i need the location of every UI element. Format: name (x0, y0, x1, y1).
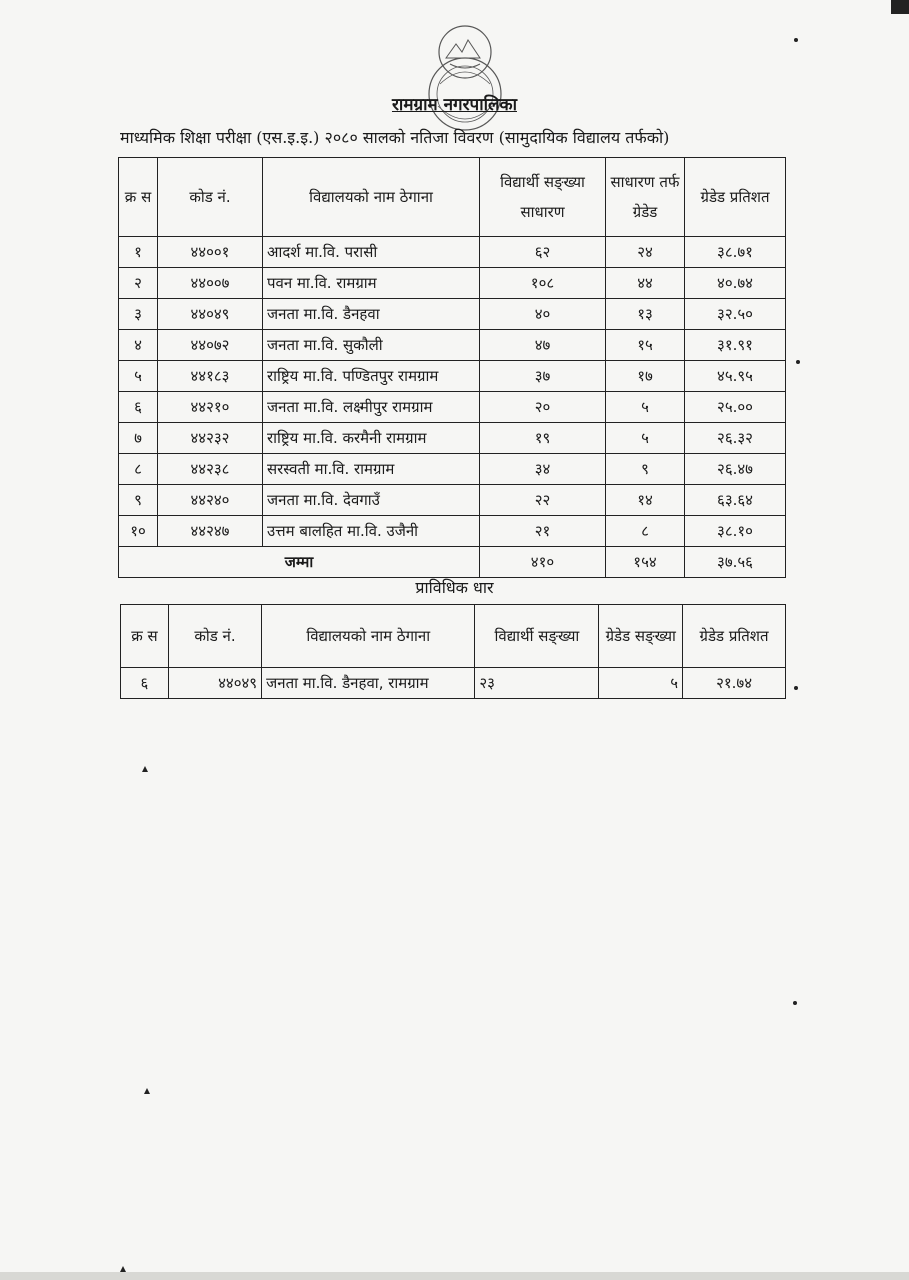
cell-code: ४४२४० (158, 485, 263, 516)
table-row (119, 423, 786, 454)
cell-sn: ३ (119, 299, 158, 330)
cell-school-name: जनता मा.वि. देवगाउँ (263, 485, 480, 516)
header-students: विद्यार्थी सङ्ख्या साधारण (480, 158, 606, 237)
cell-graded: ९ (606, 454, 685, 485)
cell-sn: १० (119, 516, 158, 547)
cell-graded: ८ (606, 516, 685, 547)
cell-percent: ४५.९५ (685, 361, 786, 392)
cell-students: १९ (480, 423, 606, 454)
cell-school-name: सरस्वती मा.वि. रामग्राम (263, 454, 480, 485)
cell-graded: ५ (606, 392, 685, 423)
cell-graded: २४ (606, 237, 685, 268)
cell-code: ४४०७२ (158, 330, 263, 361)
cell-sn: ६ (119, 392, 158, 423)
cell-sn: २ (119, 268, 158, 299)
header-code: कोड नं. (168, 605, 261, 668)
cell-percent: ३२.५० (685, 299, 786, 330)
cell-school-name: पवन मा.वि. रामग्राम (263, 268, 480, 299)
header-school-name: विद्यालयको नाम ठेगाना (262, 605, 475, 668)
cell-graded: ५ (599, 668, 683, 699)
cell-sn: ४ (119, 330, 158, 361)
table-row (119, 516, 786, 547)
cell-school-name: आदर्श मा.वि. परासी (263, 237, 480, 268)
cell-school-name: जनता मा.वि. लक्ष्मीपुर रामग्राम (263, 392, 480, 423)
cell-sn: ६ (121, 668, 169, 699)
cell-sn: १ (119, 237, 158, 268)
cell-school-name: जनता मा.वि. सुकौली (263, 330, 480, 361)
cell-graded: ५ (606, 423, 685, 454)
cell-graded: १४ (606, 485, 685, 516)
total-percent: ३७.५६ (685, 547, 786, 578)
report-subtitle: माध्यमिक शिक्षा परीक्षा (एस.इ.इ.) २०८० सालको नतिजा विवरण (सामुदायिक विद्यालय तर्फको) (120, 128, 670, 147)
cell-percent: २६.४७ (685, 454, 786, 485)
community-school-results-table (118, 157, 786, 578)
page-edge (0, 1272, 909, 1280)
header-code: कोड नं. (158, 158, 263, 237)
cell-sn: ७ (119, 423, 158, 454)
cell-code: ४४२४७ (158, 516, 263, 547)
cell-students: ३७ (480, 361, 606, 392)
margin-mark (144, 1088, 150, 1094)
table-row (119, 330, 786, 361)
header-school-name: विद्यालयको नाम ठेगाना (263, 158, 480, 237)
header-graded: ग्रेडेड सङ्ख्या (599, 605, 683, 668)
cell-percent: २१.७४ (683, 668, 786, 699)
total-row (119, 547, 786, 578)
table-header-row (119, 158, 786, 237)
cell-students: २२ (480, 485, 606, 516)
cell-graded: १३ (606, 299, 685, 330)
header-students: विद्यार्थी सङ्ख्या (475, 605, 599, 668)
cell-percent: ३८.७१ (685, 237, 786, 268)
margin-mark (142, 766, 148, 772)
cell-graded: १५ (606, 330, 685, 361)
cell-sn: ८ (119, 454, 158, 485)
cell-school-name: जनता मा.वि. डैनहवा, रामग्राम (262, 668, 475, 699)
cell-graded: १७ (606, 361, 685, 392)
table-row (119, 361, 786, 392)
cell-percent: ४०.७४ (685, 268, 786, 299)
header-graded: साधारण तर्फ ग्रेडेड (606, 158, 685, 237)
cell-school-name: जनता मा.वि. डैनहवा (263, 299, 480, 330)
cell-students: ४० (480, 299, 606, 330)
cell-school-name: राष्ट्रिय मा.वि. करमैनी रामग्राम (263, 423, 480, 454)
margin-dot (794, 686, 798, 690)
technical-stream-table (120, 604, 786, 699)
cell-percent: ३८.१० (685, 516, 786, 547)
cell-graded: ४४ (606, 268, 685, 299)
cell-students: २१ (480, 516, 606, 547)
cell-code: ४४१८३ (158, 361, 263, 392)
cell-code: ४४००७ (158, 268, 263, 299)
cell-percent: २६.३२ (685, 423, 786, 454)
technical-stream-heading: प्राविधिक धार (415, 578, 494, 597)
corner-mark (891, 0, 909, 14)
cell-percent: २५.०० (685, 392, 786, 423)
cell-code: ४४२३८ (158, 454, 263, 485)
margin-dot (793, 1001, 797, 1005)
header-sn: क्र स (119, 158, 158, 237)
cell-code: ४४२१० (158, 392, 263, 423)
margin-dot (796, 360, 800, 364)
cell-school-name: उत्तम बालहित मा.वि. उजैनी (263, 516, 480, 547)
municipality-title: रामग्राम नगरपालिका (391, 95, 517, 115)
cell-sn: ५ (119, 361, 158, 392)
cell-students: १०८ (480, 268, 606, 299)
cell-students: २३ (475, 668, 599, 699)
cell-code: ४४०४९ (158, 299, 263, 330)
header-percent: ग्रेडेड प्रतिशत (685, 158, 786, 237)
table-header-row (121, 605, 786, 668)
table-row (119, 299, 786, 330)
cell-code: ४४२३२ (158, 423, 263, 454)
cell-students: ४७ (480, 330, 606, 361)
cell-percent: ६३.६४ (685, 485, 786, 516)
cell-school-name: राष्ट्रिय मा.वि. पण्डितपुर रामग्राम (263, 361, 480, 392)
total-graded: १५४ (606, 547, 685, 578)
cell-code: ४४०४९ (168, 668, 261, 699)
cell-students: ६२ (480, 237, 606, 268)
total-students: ४१० (480, 547, 606, 578)
table-row (119, 268, 786, 299)
header-percent: ग्रेडेड प्रतिशत (683, 605, 786, 668)
cell-percent: ३१.९१ (685, 330, 786, 361)
header-sn: क्र स (121, 605, 169, 668)
cell-students: २० (480, 392, 606, 423)
table-row (119, 237, 786, 268)
cell-students: ३४ (480, 454, 606, 485)
table-row (121, 668, 786, 699)
table-row (119, 454, 786, 485)
total-label: जम्मा (119, 547, 480, 578)
table-row (119, 392, 786, 423)
table-row (119, 485, 786, 516)
margin-dot (794, 38, 798, 42)
cell-code: ४४००१ (158, 237, 263, 268)
cell-sn: ९ (119, 485, 158, 516)
